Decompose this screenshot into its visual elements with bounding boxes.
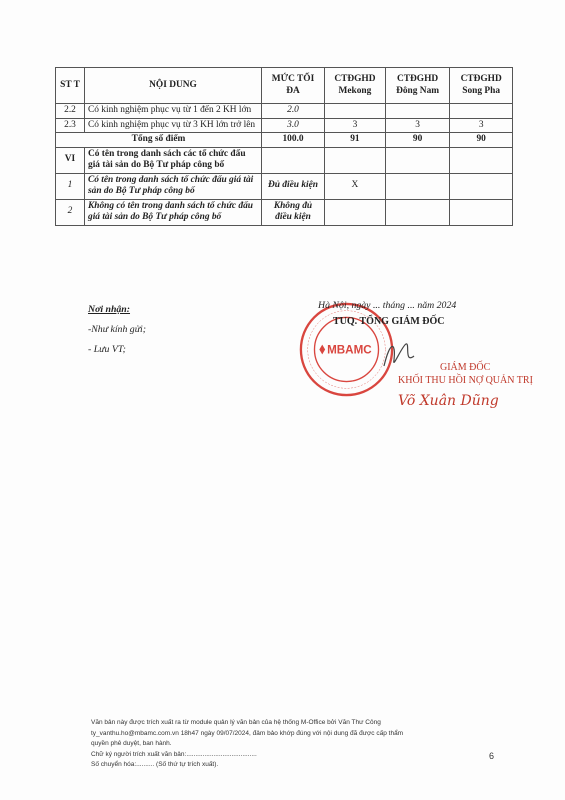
row-content: Không có tên trong danh sách tổ chức đấu giá tài sản do Bộ Tư pháp công bố [85, 199, 262, 225]
footer-line: Chữ ký người trích xuất văn bản:....................................... [91, 750, 257, 758]
row-dong-nam [385, 104, 450, 119]
row-mekong [325, 199, 386, 225]
director-unit: KHỐI THU HỒI NỢ QUẢN TRỊ [398, 375, 533, 386]
director-name: Võ Xuân Dũng [398, 393, 499, 409]
row-dong-nam [385, 173, 450, 199]
row-content: Có kinh nghiệm phục vụ từ 3 KH lớn trở lên [85, 118, 262, 133]
recipient-line: - Lưu VT; [88, 344, 126, 355]
place-date: Hà Nội, ngày ... tháng ... năm 2024 [318, 300, 457, 311]
row-song-pha [450, 104, 513, 119]
row-max: 3.0 [262, 118, 325, 133]
row-stt: 1 [56, 173, 85, 199]
row-song-pha: 3 [450, 118, 513, 133]
table-row [56, 104, 513, 119]
director-title: GIÁM ĐỐC [440, 362, 491, 373]
signer-title: TUQ. TỔNG GIÁM ĐỐC [333, 316, 445, 327]
row-dong-nam [385, 199, 450, 225]
row-mekong [325, 104, 386, 119]
header-mekong: CTĐGHD Mekong [325, 68, 386, 104]
row-stt: 2.2 [56, 104, 85, 119]
footer-line: Văn bản này được trích xuất ra từ module quản lý văn bản của hệ thống M-Office bởi Văn Thư Công [91, 719, 381, 726]
row-max: Không đủ điều kiện [262, 199, 325, 225]
row-mekong: X [325, 173, 386, 199]
table-row [56, 199, 513, 225]
total-max: 100.0 [262, 133, 325, 148]
row-content: Có kinh nghiệm phục vụ từ 1 đến 2 KH lớn [85, 104, 262, 119]
recipients-title: Nơi nhận: [88, 304, 131, 315]
row-dong-nam: 3 [385, 118, 450, 133]
header-muc-toi-da: MỨC TỐI ĐA [262, 68, 325, 104]
row-max: Đủ điều kiện [262, 173, 325, 199]
header-dong-nam: CTĐGHD Đông Nam [385, 68, 450, 104]
recipient-line: -Như kính gửi; [88, 324, 147, 335]
footer-line: quyền phê duyệt, ban hành. [91, 740, 172, 747]
header-noi-dung: NỘI DUNG [85, 68, 262, 104]
total-row [56, 133, 513, 148]
section-content: Có tên trong danh sách các tổ chức đấu giá tài sản do Bộ Tư pháp công bố [85, 147, 262, 173]
row-content: Có tên trong danh sách tổ chức đấu giá tài sản do Bộ Tư pháp công bố [85, 173, 262, 199]
page-number: 6 [489, 751, 495, 761]
table-row [56, 173, 513, 199]
stamp-brand: MBAMC [327, 343, 372, 357]
footer-note [91, 718, 511, 771]
row-song-pha [450, 199, 513, 225]
section-stt: VI [56, 147, 85, 173]
row-max: 2.0 [262, 104, 325, 119]
table-row [56, 118, 513, 133]
footer-line: Số chuyển hóa:.......... (Số thứ tự trích xuất). [91, 761, 219, 768]
total-mekong: 91 [325, 133, 386, 148]
total-song-pha: 90 [450, 133, 513, 148]
row-song-pha [450, 173, 513, 199]
header-stt: ST T [56, 68, 85, 104]
footer-line: ty_vanthu.ho@mbamc.com.vn 18h47 ngày 09/07/2024, đảm bảo khớp đúng với nội dung đã được cấp thẩm [91, 729, 404, 737]
row-stt: 2.3 [56, 118, 85, 133]
handwritten-signature [380, 336, 420, 376]
score-table [55, 67, 513, 226]
total-dong-nam: 90 [385, 133, 450, 148]
header-song-pha: CTĐGHD Song Pha [450, 68, 513, 104]
recipients-block [88, 300, 146, 360]
table-header-row [56, 68, 513, 104]
row-stt: 2 [56, 199, 85, 225]
section-vi-row [56, 147, 513, 173]
total-label: Tổng số điểm [56, 133, 262, 148]
row-mekong: 3 [325, 118, 386, 133]
